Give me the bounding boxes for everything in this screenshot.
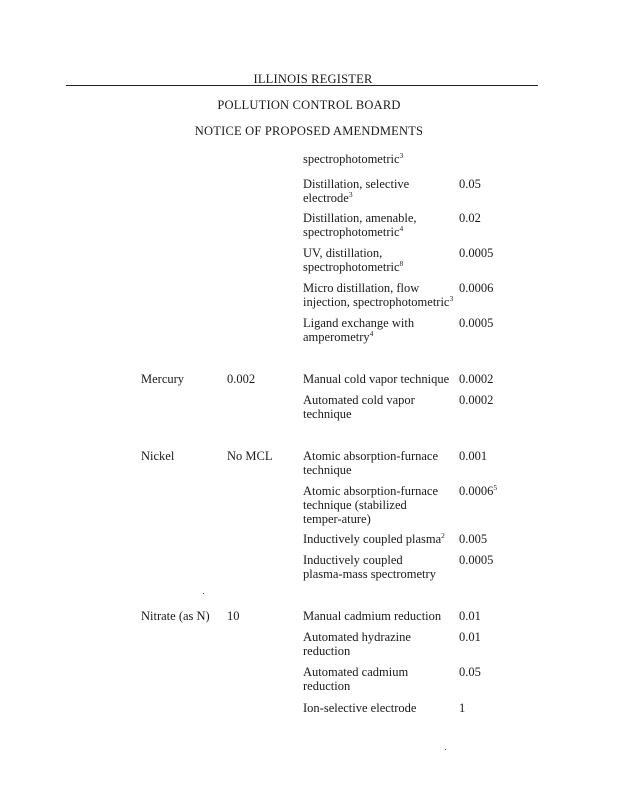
mdl-cell: 0.0005 xyxy=(459,553,494,567)
mdl-cell: 0.0002 xyxy=(459,393,494,407)
mdl-cell: 0.0005 xyxy=(459,246,494,260)
footnote-ref: 5 xyxy=(493,482,498,492)
footnote-ref: 4 xyxy=(399,223,404,233)
footnote-ref: 3 xyxy=(449,293,454,303)
method-cell: Ligand exchange with amperometry$^4$ xyxy=(303,316,415,344)
mcl-cell: No MCL xyxy=(227,449,273,463)
mdl-cell: 1 xyxy=(459,701,466,715)
method-cell: Micro distillation, flow injection, spectrophotometric$^3$ xyxy=(303,281,454,309)
register-title: ILLINOIS REGISTER xyxy=(253,72,373,86)
mdl-cell: 0.05 xyxy=(459,177,481,191)
mdl-cell: 0.0005 xyxy=(459,316,494,330)
method-cell: Automated hydrazine reduction xyxy=(303,630,411,658)
scan-speck xyxy=(203,593,204,594)
method-cell: Atomic absorption-furnace technique xyxy=(303,449,439,477)
footnote-ref: 4 xyxy=(369,328,374,338)
method-cell: Distillation, selective electrode$^3$ xyxy=(303,177,410,205)
mdl-cell: 0.05 xyxy=(459,665,481,679)
scan-speck xyxy=(445,749,446,750)
mdl-cell: 0.02 xyxy=(459,211,481,225)
method-cell: Inductively coupled plasma$^2$ xyxy=(303,530,445,546)
method-cell: Atomic absorption-furnace technique (stabilized temper-ature) xyxy=(303,484,439,526)
mdl-cell: 0.01 xyxy=(459,630,481,644)
footnote-ref: 3 xyxy=(348,189,353,199)
mcl-cell: 0.002 xyxy=(227,372,256,386)
contaminant-cell: Nickel xyxy=(141,449,175,463)
method-cell: Manual cold vapor technique xyxy=(303,372,450,386)
contaminant-cell: Mercury xyxy=(141,372,185,386)
mdl-cell: 0.01 xyxy=(459,609,481,623)
footnote-ref: 3 xyxy=(399,150,404,160)
method-cell: Automated cold vapor technique xyxy=(303,393,415,421)
method-cell: spectrophotometric$^3$ xyxy=(303,150,404,166)
footnote-ref: 8 xyxy=(399,258,404,268)
mdl-cell: 0.001 xyxy=(459,449,488,463)
method-cell: Inductively coupled plasma-mass spectrometry xyxy=(303,553,436,581)
method-cell: Distillation, amenable, spectrophotometric$^4$ xyxy=(303,211,417,239)
contaminant-cell: Nitrate (as N) xyxy=(141,609,210,623)
footnote-ref: 2 xyxy=(441,530,445,540)
mdl-cell: 0.005 xyxy=(459,532,488,546)
method-cell: UV, distillation, spectrophotometric$^8$ xyxy=(303,246,404,274)
mdl-cell: 0.0006 xyxy=(459,281,494,295)
method-cell: Automated cadmium reduction xyxy=(303,665,409,693)
mdl-cell: 0.0006$^5$ xyxy=(459,482,498,498)
board-title: POLLUTION CONTROL BOARD xyxy=(217,98,401,112)
notice-title: NOTICE OF PROPOSED AMENDMENTS xyxy=(194,124,424,138)
method-cell: Manual cadmium reduction xyxy=(303,609,442,623)
mdl-cell: 0.0002 xyxy=(459,372,494,386)
mcl-cell: 10 xyxy=(227,609,240,623)
method-cell: Ion-selective electrode xyxy=(303,701,417,715)
